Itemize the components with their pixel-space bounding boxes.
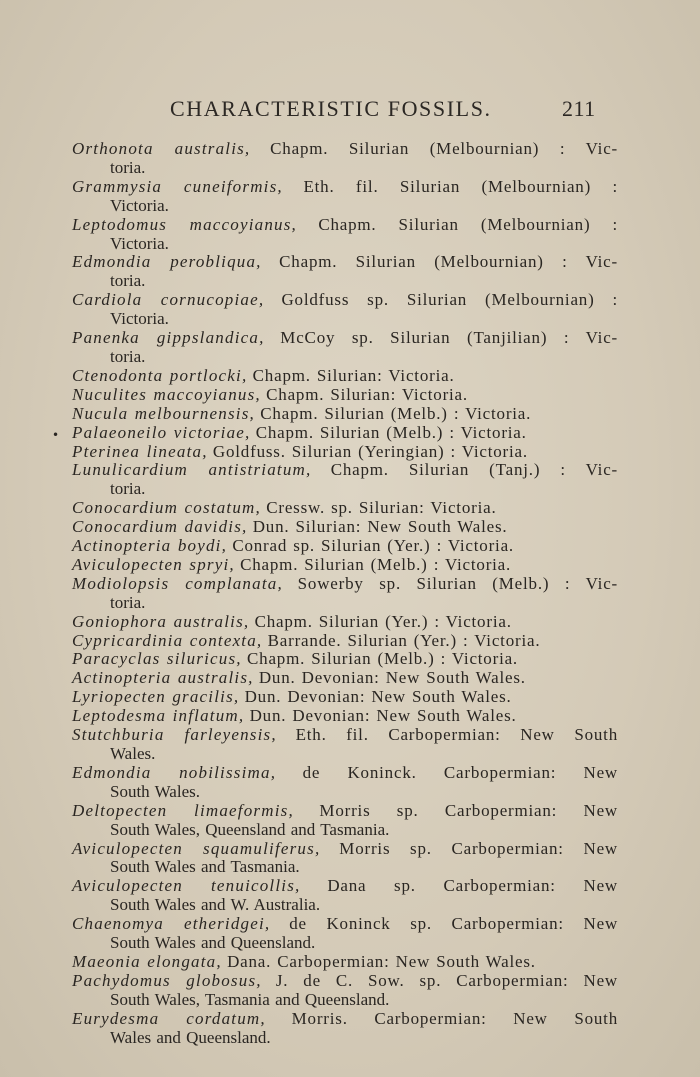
species-name: Aviculopecten tenuicollis, (72, 876, 301, 896)
authority-and-range: Chapm. Silurian (Melb.) : Victoria. (255, 422, 527, 442)
entry-continuation: South Wales and W. Australia. (110, 895, 321, 915)
entry-first-line (72, 632, 618, 651)
authority-and-range: Dana. Carbopermian: New South Wales. (227, 951, 536, 971)
fossil-entry (72, 518, 618, 537)
fossil-entry (72, 140, 618, 178)
fossil-entry (72, 216, 618, 254)
entry-first-line (72, 329, 618, 348)
authority-and-range: Chapm. Silurian (Melbournian) : Vic- (270, 139, 619, 158)
entry-first-line (72, 707, 618, 726)
fossil-entry (72, 405, 618, 424)
entry-first-line (72, 840, 618, 859)
entry-first-line (72, 802, 618, 821)
fossil-entry (72, 424, 618, 443)
species-name: Cardiola cornucopiae, (72, 290, 265, 310)
fossil-entry (72, 367, 618, 386)
authority-and-range: Chapm. Silurian (Melb.) : Victoria. (260, 403, 532, 423)
species-name: Grammysia cuneiformis, (72, 176, 283, 196)
authority-and-range: Chapm. Silurian (Melb.) : Victoria. (247, 649, 518, 669)
species-name: Pachydomus globosus, (72, 970, 262, 990)
species-name: Deltopecten limaeformis, (72, 800, 294, 820)
entry-continuation: Wales. (110, 744, 156, 763)
authority-and-range: McCoy sp. Silurian (Tanjilian) : Vic- (280, 328, 619, 348)
fossil-entry (72, 253, 618, 291)
page-number: 211 (562, 96, 596, 121)
authority-and-range: Chapm. Silurian (Melbournian) : (318, 214, 619, 234)
species-name: Actinopteria australis, (72, 668, 254, 688)
authority-and-range: Goldfuss. Silurian (Yeringian) : Victoria. (212, 441, 528, 461)
fossil-entry (72, 877, 618, 915)
entry-continuation: South Wales and Tasmania. (110, 857, 300, 877)
entry-continuation: South Wales, Tasmania and Queensland. (110, 989, 390, 1009)
entry-first-line (72, 253, 618, 272)
fossil-entry (72, 1010, 618, 1048)
species-name: Paracyclas siluricus, (72, 649, 242, 669)
entry-first-line (72, 424, 618, 443)
authority-and-range: Eth. fil. Silurian (Melbournian) : (303, 176, 619, 196)
entry-first-line (72, 688, 618, 707)
entry-first-line (72, 1010, 618, 1029)
entry-first-line (72, 613, 618, 632)
authority-and-range: Goldfuss sp. Silurian (Melbournian) : (281, 290, 618, 310)
authority-and-range: Dana sp. Carbopermian: New (327, 876, 618, 896)
fossil-entry (72, 613, 618, 632)
entry-first-line (72, 669, 618, 688)
entry-first-line (72, 216, 618, 235)
entry-first-line (72, 972, 618, 991)
authority-and-range: Chapm. Silurian: Victoria. (252, 365, 455, 385)
entry-first-line (72, 291, 618, 310)
entry-first-line (72, 556, 618, 575)
fossil-entry (72, 802, 618, 840)
entry-continuation: Victoria. (110, 195, 169, 215)
fossil-entry (72, 556, 618, 575)
species-name: Orthonota australis, (72, 139, 251, 158)
entry-continuation: toria. (110, 479, 146, 499)
entry-first-line (72, 443, 618, 462)
entry-first-line (72, 877, 618, 896)
entry-continuation: South Wales. (110, 781, 200, 801)
running-head: CHARACTERISTIC FOSSILS. (170, 96, 492, 121)
species-name: Aviculopecten spryi, (72, 554, 235, 574)
entry-first-line (72, 140, 618, 159)
species-name: Maeonia elongata, (72, 951, 222, 971)
entry-continuation: Victoria. (110, 233, 169, 253)
authority-and-range: Chapm. Silurian (Melb.) : Victoria. (240, 554, 512, 574)
authority-and-range: Dun. Devonian: New South Wales. (244, 687, 512, 707)
fossil-entry (72, 650, 618, 669)
fossil-entry (72, 953, 618, 972)
authority-and-range: Chapm. Silurian (Yer.) : Victoria. (254, 611, 512, 631)
species-name: Leptodomus maccoyianus, (72, 214, 298, 234)
species-name: Edmondia perobliqua, (72, 252, 262, 272)
fossil-entry (72, 329, 618, 367)
fossil-entry (72, 537, 618, 556)
authority-and-range: Cressw. sp. Silurian: Victoria. (266, 498, 497, 518)
entry-continuation: South Wales and Queensland. (110, 933, 316, 953)
entry-continuation: toria. (110, 157, 146, 177)
fossil-entry (72, 386, 618, 405)
authority-and-range: Chapm. Silurian (Tanj.) : Vic- (330, 460, 618, 480)
species-name: Goniophora australis, (72, 611, 250, 631)
species-name: Cypricardinia contexta, (72, 630, 263, 650)
species-name: Panenka gippslandica, (72, 328, 265, 348)
fossil-entry (72, 499, 618, 518)
species-name: Palaeoneilo victoriae, (72, 422, 251, 442)
entry-first-line (72, 537, 618, 556)
fossil-list (0, 140, 700, 1048)
authority-and-range: Dun. Silurian: New South Wales. (252, 517, 508, 537)
fossil-entry (72, 291, 618, 329)
species-name: Conocardium davidis, (72, 517, 248, 537)
fossil-entry (72, 461, 618, 499)
entry-first-line (72, 726, 618, 745)
species-name: Ctenodonta portlocki, (72, 365, 248, 385)
authority-and-range: J. de C. Sow. sp. Carbopermian: New (275, 970, 619, 990)
fossil-entry (72, 764, 618, 802)
authority-and-range: Conrad sp. Silurian (Yer.) : Victoria. (232, 536, 514, 556)
species-name: Edmondia nobilissima, (72, 762, 277, 782)
fossil-entry (72, 443, 618, 462)
authority-and-range: Dun. Devonian: New South Wales. (258, 668, 526, 688)
authority-and-range: Barrande. Silurian (Yer.) : Victoria. (267, 630, 541, 650)
authority-and-range: Morris. Carbopermian: New South (291, 1008, 619, 1028)
entry-first-line (72, 386, 618, 405)
entry-continuation: toria. (110, 271, 146, 291)
species-name: Lunulicardium antistriatum, (72, 460, 312, 480)
species-name: Modiolopsis complanata, (72, 573, 283, 593)
authority-and-range: Chapm. Silurian: Victoria. (266, 384, 468, 404)
authority-and-range: Dun. Devonian: New South Wales. (249, 706, 517, 726)
fossil-entry (72, 915, 618, 953)
entry-first-line (72, 764, 618, 783)
species-name: Eurydesma cordatum, (72, 1008, 266, 1028)
entry-continuation: South Wales, Queensland and Tasmania. (110, 819, 390, 839)
fossil-entry (72, 632, 618, 651)
authority-and-range: de Koninck sp. Carbopermian: New (289, 914, 619, 934)
entry-continuation: toria. (110, 346, 146, 366)
entry-continuation: toria. (110, 592, 146, 612)
species-name: Leptodesma inflatum, (72, 706, 245, 726)
entry-first-line (72, 499, 618, 518)
entry-first-line (72, 405, 618, 424)
fossil-entry (72, 972, 618, 1010)
species-name: Aviculopecten squamuliferus, (72, 838, 321, 858)
entry-first-line (72, 575, 618, 594)
margin-mark: • (52, 428, 60, 442)
authority-and-range: Sowerby sp. Silurian (Melb.) : Vic- (297, 573, 618, 593)
fossil-entry (72, 178, 618, 216)
fossil-entry (72, 688, 618, 707)
entry-first-line (72, 953, 618, 972)
entry-first-line (72, 650, 618, 669)
entry-continuation: Victoria. (110, 309, 169, 329)
species-name: Nucula melbournensis, (72, 403, 255, 423)
species-name: Conocardium costatum, (72, 498, 261, 518)
entry-first-line (72, 518, 618, 537)
entry-first-line (72, 461, 618, 480)
authority-and-range: Morris sp. Carbopermian: New (319, 800, 619, 820)
species-name: Actinopteria boydi, (72, 536, 228, 556)
entry-first-line (72, 178, 618, 197)
entry-first-line (72, 367, 618, 386)
authority-and-range: Morris sp. Carbopermian: New (339, 838, 618, 858)
species-name: Chaenomya etheridgei, (72, 914, 271, 934)
authority-and-range: Chapm. Silurian (Melbournian) : Vic- (279, 252, 618, 272)
fossil-entry (72, 669, 618, 688)
species-name: Stutchburia farleyensis, (72, 725, 277, 745)
entry-first-line (72, 915, 618, 934)
fossil-entry (72, 575, 618, 613)
authority-and-range: de Koninck. Carbopermian: New (302, 762, 619, 782)
fossil-entry (72, 707, 618, 726)
entry-continuation: Wales and Queensland. (110, 1027, 271, 1047)
fossil-entry (72, 840, 618, 878)
fossil-entry (72, 726, 618, 764)
species-name: Lyriopecten gracilis, (72, 687, 240, 707)
species-name: Nuculites maccoyianus, (72, 384, 261, 404)
page-header (0, 96, 700, 126)
authority-and-range: Eth. fil. Carbopermian: New South (295, 725, 618, 745)
species-name: Pterinea lineata, (72, 441, 208, 461)
